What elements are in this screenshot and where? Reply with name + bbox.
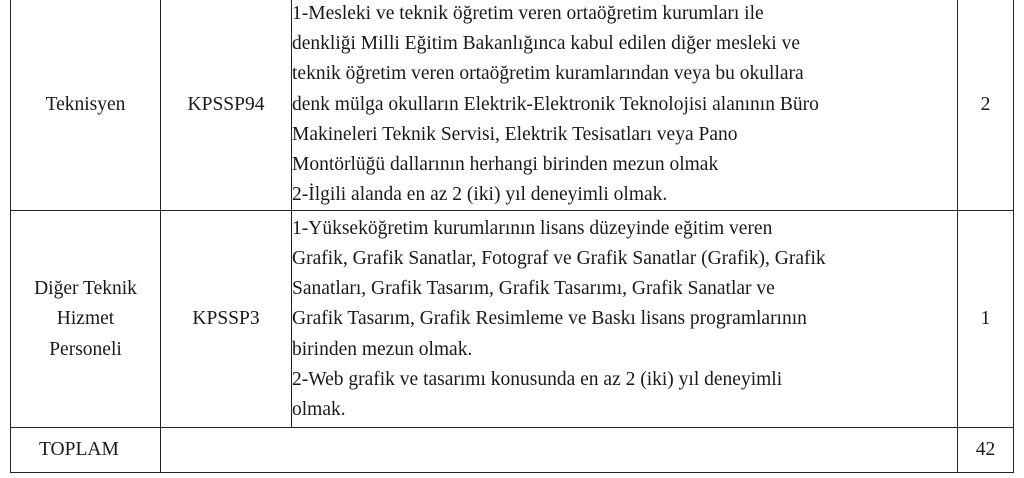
- requirement-line: denkliği Milli Eğitim Bakanlığınca kabul edilen diğer mesleki ve: [292, 33, 800, 55]
- total-label: TOPLAM: [39, 439, 119, 461]
- requirement-line: 2-Web grafik ve tasarımı konusunda en az 2 (iki) yıl deneyimli: [292, 368, 783, 390]
- requirement-line: olmak.: [292, 398, 346, 420]
- requirement-line: 2-İlgili alanda en az 2 (iki) yıl deneyimli olmak.: [292, 184, 668, 206]
- total-count-cell: [958, 428, 1014, 473]
- position-code-cell: [161, 211, 292, 428]
- requirement-line: 1-Yükseköğretim kurumlarının lisans düzeyinde eğitim veren: [292, 217, 773, 239]
- requirement-line: Montörlüğü dallarının herhangi birinden mezun olmak: [292, 154, 719, 176]
- position-title-cell: [11, 0, 161, 211]
- requirements-cell: [292, 211, 958, 428]
- table-row: [11, 211, 1014, 428]
- table-row: [11, 0, 1014, 211]
- position-title-cell: [11, 211, 161, 428]
- position-count: 1: [980, 308, 991, 330]
- positions-table: [10, 0, 1014, 473]
- requirement-line: birinden mezun olmak.: [292, 338, 473, 360]
- total-label-cell: [11, 428, 161, 473]
- requirement-line: Grafik Tasarım, Grafik Resimleme ve Baskı lisans programlarının: [292, 308, 807, 330]
- position-count-cell: [958, 211, 1014, 428]
- requirement-line: teknik öğretim veren ortaöğretim kuramlarından veya bu okullara: [292, 63, 804, 85]
- requirements-cell: [292, 0, 958, 211]
- total-count: 42: [975, 439, 996, 461]
- position-code: KPSSP3: [192, 308, 260, 330]
- position-code: KPSSP94: [187, 93, 265, 115]
- position-title: Teknisyen: [45, 93, 126, 115]
- requirement-line: Makineleri Teknik Servisi, Elektrik Tesisatları veya Pano: [292, 123, 738, 145]
- requirement-line: 1-Mesleki ve teknik öğretim veren ortaöğretim kurumları ile: [292, 3, 764, 24]
- total-row: [11, 428, 1014, 473]
- position-title-line: Diğer Teknik: [34, 278, 137, 300]
- requirement-line: Grafik, Grafik Sanatlar, Fotograf ve Grafik Sanatlar (Grafik), Grafik: [292, 247, 826, 269]
- position-title-line: Personeli: [49, 338, 122, 360]
- requirement-line: denk mülga okulların Elektrik-Elektronik Teknolojisi alanının Büro: [292, 93, 819, 115]
- position-title-line: Hizmet: [56, 308, 115, 330]
- requirement-line: Sanatları, Grafik Tasarım, Grafik Tasarımı, Grafik Sanatlar ve: [292, 278, 775, 300]
- position-code-cell: [161, 0, 292, 211]
- position-count-cell: [958, 0, 1014, 211]
- position-count: 2: [980, 93, 991, 115]
- total-empty-cell: [161, 428, 958, 473]
